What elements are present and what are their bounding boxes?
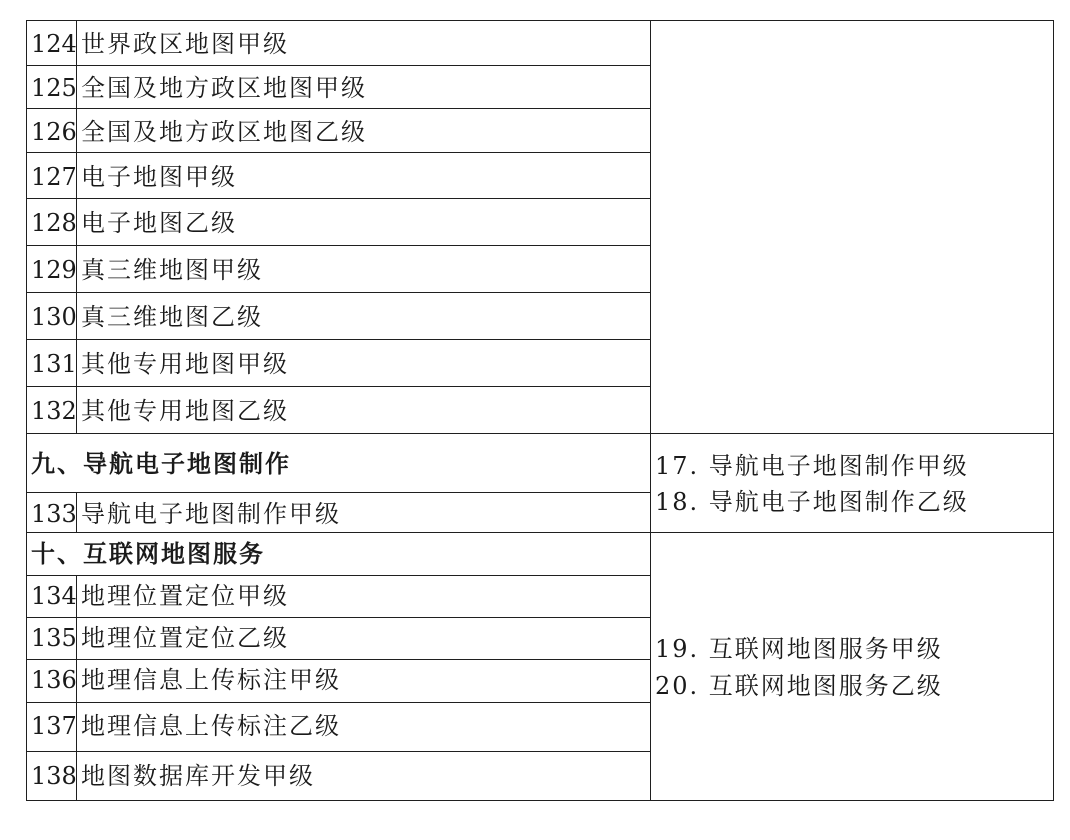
table-border-right (1053, 20, 1054, 801)
row-number: 129 (31, 256, 77, 284)
row-number: 124 (31, 30, 77, 58)
row-divider (26, 617, 651, 618)
row-name: 地理位置定位乙级 (81, 624, 289, 652)
row-divider (26, 292, 651, 293)
row-divider (26, 751, 651, 752)
row-number: 127 (31, 163, 77, 191)
row-divider (26, 108, 651, 109)
row-name: 地理位置定位甲级 (81, 582, 289, 610)
row-divider (26, 659, 651, 660)
row-divider (26, 702, 651, 703)
section-heading: 十、互联网地图服务 (31, 539, 265, 568)
row-name: 地理信息上传标注甲级 (81, 666, 341, 694)
row-divider (26, 339, 651, 340)
row-name: 导航电子地图制作甲级 (81, 500, 341, 528)
row-name: 电子地图甲级 (81, 163, 237, 191)
row-divider (26, 245, 651, 246)
row-divider (26, 386, 651, 387)
row-name: 地图数据库开发甲级 (81, 762, 315, 790)
corresponding-qualification: 20. 互联网地图服务乙级 (655, 672, 943, 700)
row-divider (26, 198, 651, 199)
row-number: 133 (31, 500, 77, 528)
row-number: 138 (31, 762, 77, 790)
section-heading: 九、导航电子地图制作 (31, 449, 291, 478)
row-number: 130 (31, 303, 77, 331)
row-name: 其他专用地图甲级 (81, 350, 289, 378)
section-divider (26, 532, 1054, 533)
table-border-left (26, 20, 27, 801)
row-number: 134 (31, 582, 77, 610)
row-number: 135 (31, 624, 77, 652)
row-name: 地理信息上传标注乙级 (81, 712, 341, 740)
row-name: 真三维地图甲级 (81, 256, 263, 284)
row-name: 全国及地方政区地图甲级 (81, 74, 367, 102)
section-divider (26, 433, 1054, 434)
row-number: 125 (31, 74, 77, 102)
row-number: 131 (31, 350, 77, 378)
row-divider (26, 575, 651, 576)
row-name: 电子地图乙级 (81, 209, 237, 237)
column-divider (650, 20, 651, 801)
corresponding-qualification: 18. 导航电子地图制作乙级 (655, 488, 969, 516)
row-name: 世界政区地图甲级 (81, 30, 289, 58)
row-name: 真三维地图乙级 (81, 303, 263, 331)
row-divider (26, 152, 651, 153)
row-name: 其他专用地图乙级 (81, 397, 289, 425)
row-name: 全国及地方政区地图乙级 (81, 118, 367, 146)
row-number: 132 (31, 397, 77, 425)
corresponding-qualification: 19. 互联网地图服务甲级 (655, 635, 943, 663)
row-number: 136 (31, 666, 77, 694)
row-divider (26, 65, 651, 66)
row-number: 126 (31, 118, 77, 146)
row-divider (26, 492, 651, 493)
row-number: 137 (31, 712, 77, 740)
table-border-bottom (26, 800, 1054, 801)
row-number: 128 (31, 209, 77, 237)
table-border-top (26, 20, 1054, 21)
corresponding-qualification: 17. 导航电子地图制作甲级 (655, 452, 969, 480)
